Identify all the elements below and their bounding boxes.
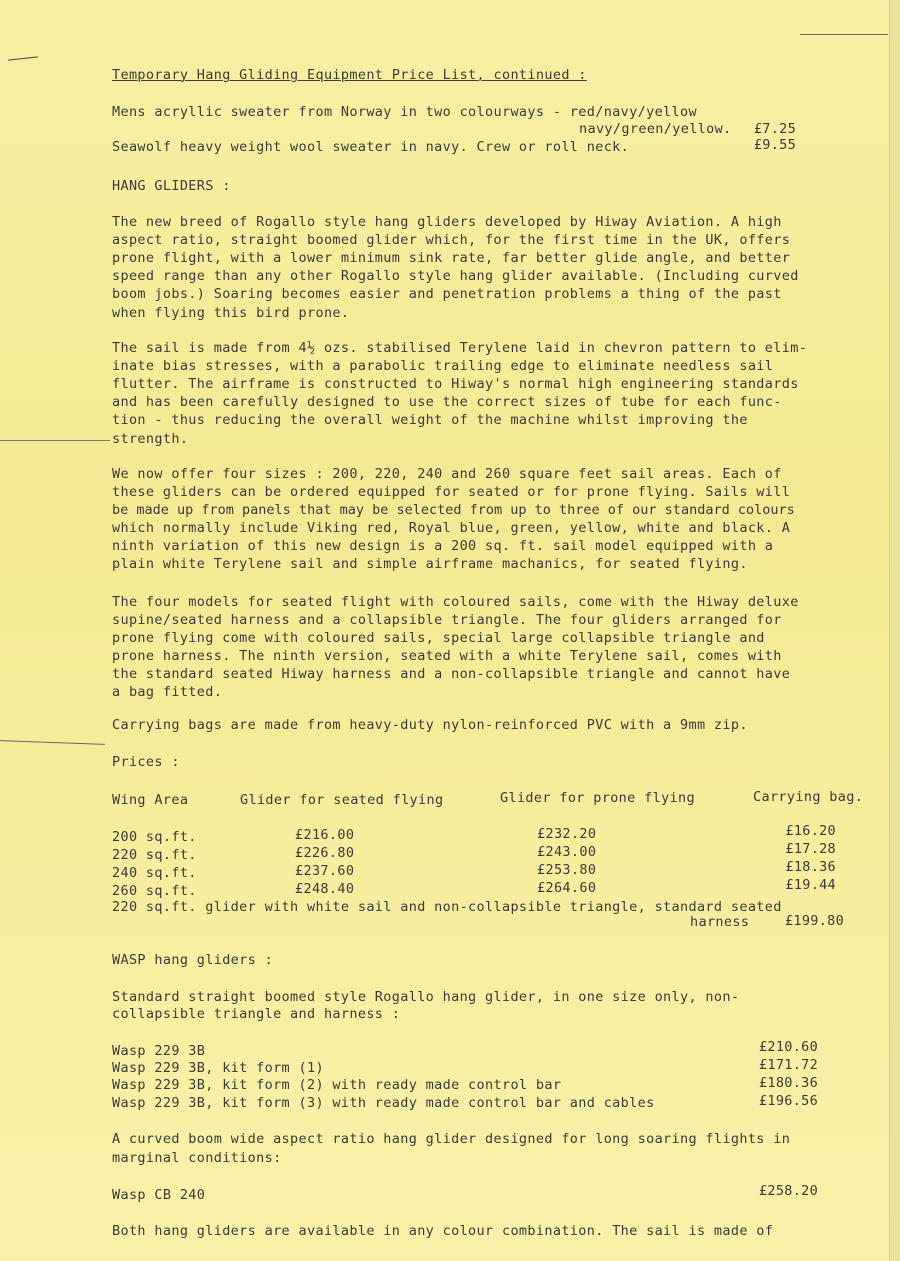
para1-line: when flying this bird prone.: [112, 305, 350, 321]
wasp-desc-line: Standard straight boomed style Rogallo hang glider, in one size only, non-: [112, 989, 740, 1005]
wasp-heading: WASP hang gliders :: [112, 952, 274, 968]
special-glider-line2: harness: [690, 914, 750, 930]
bag-price-cell: £16.20: [785, 823, 836, 839]
table-header-bag: Carrying bag.: [753, 789, 864, 805]
bag-price-cell: £17.28: [785, 841, 836, 857]
para3-line: which normally include Viking red, Royal blue, green, yellow, white and black. A: [112, 520, 791, 536]
special-glider-price: £199.80: [785, 913, 844, 929]
prone-price-cell: £243.00: [537, 844, 597, 860]
wasp-desc-line: collapsible triangle and harness :: [112, 1006, 401, 1022]
seated-price-cell: £248.40: [295, 881, 355, 897]
wasp-cb-name: Wasp CB 240: [112, 1187, 206, 1203]
sweater-1-line1: Mens acryllic sweater from Norway in two colourways - red/navy/yellow: [112, 104, 697, 120]
table-header-wing-area: Wing Area: [112, 792, 189, 808]
prone-price-cell: £264.60: [537, 880, 597, 896]
sweater-1-price: £7.25: [753, 121, 796, 137]
table-header-prone: Glider for prone flying: [500, 790, 695, 806]
prices-heading: Prices :: [112, 754, 180, 770]
seated-price-cell: £226.80: [295, 845, 355, 861]
special-glider-line1: 220 sq.ft. glider with white sail and non-collapsible triangle, standard seated: [112, 899, 782, 915]
wasp-item-price: £171.72: [759, 1057, 818, 1073]
wasp-cb-price: £258.20: [759, 1183, 818, 1199]
paper-edge: [889, 0, 900, 1261]
wasp-item-name: Wasp 229 3B, kit form (1): [112, 1060, 324, 1076]
para1-line: prone flight, with a lower minimum sink rate, far better glide angle, and better: [112, 250, 791, 266]
wing-area-cell: 200 sq.ft.: [112, 829, 197, 845]
para3-line: ninth variation of this new design is a 200 sq. ft. sail model equipped with a: [112, 538, 774, 554]
wasp-item-price: £180.36: [759, 1075, 818, 1091]
para4-line: prone harness. The ninth version, seated with a white Terylene sail, comes with: [112, 648, 782, 664]
para2-line: The sail is made from 4½ ozs. stabilised Terylene laid in chevron pattern to elim-: [112, 340, 808, 356]
para4-line: prone flying come with coloured sails, special large collapsible triangle and: [112, 630, 765, 646]
sweater-1-line2: navy/green/yellow.: [579, 121, 732, 137]
hang-gliders-heading: HANG GLIDERS :: [112, 178, 231, 194]
sweater-2-price: £9.55: [753, 137, 796, 153]
page-title: Temporary Hang Gliding Equipment Price List, continued :: [112, 67, 587, 83]
wing-area-cell: 220 sq.ft.: [112, 847, 197, 863]
margin-mark: [0, 440, 110, 441]
para3-line: be made up from panels that may be selected from up to three of our standard colours: [112, 502, 795, 518]
para4-line: The four models for seated flight with coloured sails, come with the Hiway deluxe: [112, 594, 799, 610]
wing-area-cell: 240 sq.ft.: [112, 865, 197, 881]
final-line: Both hang gliders are available in any colour combination. The sail is made of: [112, 1223, 774, 1239]
para2-line: flutter. The airframe is constructed to Hiway's normal high engineering standards: [112, 376, 799, 392]
para2-line: strength.: [112, 431, 189, 447]
para4-line: the standard seated Hiway harness and a non-collapsible triangle and cannot have: [112, 666, 791, 682]
seated-price-cell: £216.00: [295, 827, 355, 843]
para2-line: inate bias stresses, with a parabolic trailing edge to eliminate needless sail: [112, 358, 774, 374]
para4-line: supine/seated harness and a collapsible triangle. The four gliders arranged for: [112, 612, 782, 628]
para1-line: aspect ratio, straight boomed glider which, for the first time in the UK, offers: [112, 232, 791, 248]
margin-mark: [800, 34, 888, 35]
wasp-item-price: £196.56: [759, 1093, 818, 1109]
seated-price-cell: £237.60: [295, 863, 355, 879]
para1-line: The new breed of Rogallo style hang gliders developed by Hiway Aviation. A high: [112, 214, 782, 230]
wasp-item-name: Wasp 229 3B, kit form (3) with ready made control bar and cables: [112, 1095, 655, 1111]
wasp-item-price: £210.60: [759, 1039, 818, 1055]
para1-line: speed range than any other Rogallo style hang glider available. (Including curved: [112, 268, 799, 284]
para3-line: We now offer four sizes : 200, 220, 240 and 260 square feet sail areas. Each of: [112, 466, 782, 482]
para4-line: a bag fitted.: [112, 684, 223, 700]
para3-line: plain white Terylene sail and simple airframe machanics, for seated flying.: [112, 556, 748, 572]
bags-note: Carrying bags are made from heavy-duty nylon-reinforced PVC with a 9mm zip.: [112, 717, 748, 733]
wasp-item-name: Wasp 229 3B: [112, 1043, 206, 1059]
sweater-2-line1: Seawolf heavy weight wool sweater in navy. Crew or roll neck.: [112, 139, 630, 155]
para1-line: boom jobs.) Soaring becomes easier and penetration problems a thing of the past: [112, 286, 782, 302]
table-header-seated: Glider for seated flying: [240, 792, 444, 808]
para3-line: these gliders can be ordered equipped for seated or for prone flying. Sails will: [112, 484, 791, 500]
curved-desc-line: A curved boom wide aspect ratio hang glider designed for long soaring flights in: [112, 1131, 791, 1147]
wasp-item-name: Wasp 229 3B, kit form (2) with ready made control bar: [112, 1077, 562, 1093]
bag-price-cell: £18.36: [785, 859, 836, 875]
curved-desc-line: marginal conditions:: [112, 1150, 282, 1166]
prone-price-cell: £253.80: [537, 862, 597, 878]
para2-line: and has been carefully designed to use the correct sizes of tube for each func-: [112, 394, 782, 410]
bag-price-cell: £19.44: [785, 877, 836, 893]
para2-line: tion - thus reducing the overall weight of the machine whilst improving the: [112, 412, 748, 428]
prone-price-cell: £232.20: [537, 826, 597, 842]
wing-area-cell: 260 sq.ft.: [112, 883, 197, 899]
